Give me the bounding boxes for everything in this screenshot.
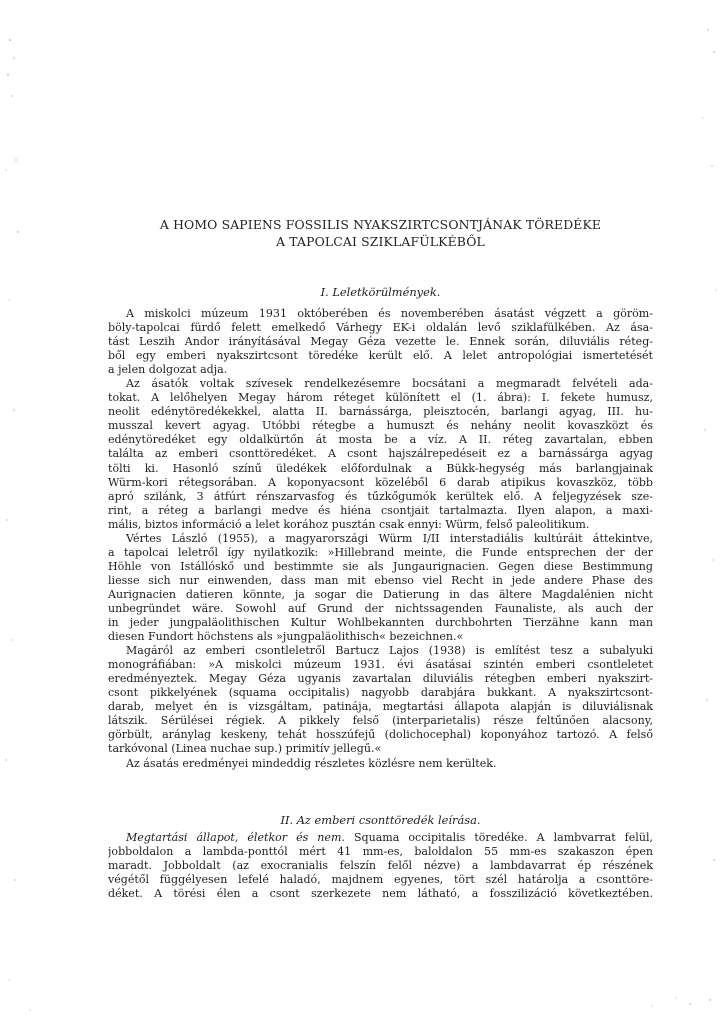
italic-lead: Megtartási állapot, életkor és nem.	[126, 831, 345, 844]
body-line: in jeder jungpaläolithischen Kultur Wohlbekannten durchbohrten Tierzähne kann man	[108, 616, 653, 630]
body-line: unbegründet wäre. Sowohl auf Grund der nichtssagenden Faunaliste, als auch der	[108, 601, 653, 615]
body-line: találta az emberi csonttöredéket. A csont hajszálrepedéseit ez a barnássárga agyag	[108, 447, 653, 461]
body-line: monográfiában: »A miskolci múzeum 1931. évi ásatásai szintén emberi csontleletet	[108, 658, 653, 672]
body-line: jobboldalon a lambda-ponttól mért 41 mm-es, baloldalon 55 mm-es szakaszon épen	[108, 845, 653, 859]
body-line: Aurignacien datieren könnte, ja sogar die Datierung in das ältere Magdalénien nicht	[108, 587, 653, 601]
body-line: edénytöredéket egy oldalkürtőn át mosta be a víz. A II. réteg zavartalan, ebben	[108, 433, 653, 447]
body-line: rint, a réteg a barlangi medve és hiéna csontjait tartalmazta. Ilyen alapon, a maxi-	[108, 503, 653, 517]
section-2-body	[108, 831, 653, 901]
body-line: maradt. Jobboldalt (az exocranialis felszín felől nézve) a lambdavarrat ép részének	[108, 859, 653, 873]
body-line: diesen Fundort höchstens als »jungpaläolithisch« bezeichnen.«	[108, 630, 464, 644]
body-line: görbült, aránylag keskeny, tehát hosszúfejű (dolichocephal) koponyához tartozó. A felső	[108, 728, 653, 742]
body-line: tokat. A lelőhelyen Megay három réteget különített el (1. ábra): I. fekete humusz,	[108, 391, 653, 405]
body-line: Höhle von Istállóskő und bestimmte sie als Jungaurignacien. Gegen diese Bestimmung	[108, 559, 653, 573]
body-line: liesse sich nur einwenden, dass man mit ebenso viel Recht in jede andere Phase des	[108, 573, 653, 587]
body-line: apró szilánk, 3 átfúrt rénszarvasfog és tűzkőgumók kerültek elő. A feljegyzések sze-	[108, 489, 653, 503]
body-line: Würm-kori rétegsorában. A koponyacsont közeléből 6 darab atipikus kovaszköz, több	[108, 475, 653, 489]
body-line: böly-tapolcai fürdő felett emelkedő Várhegy EK-i oldalán levő sziklafülkében. Az ása-	[108, 321, 653, 335]
lead-continuation: Squama occipitalis töredéke. A lambvarrat felül,	[344, 831, 653, 844]
body-line: tölti ki. Hasonló színű üledékek előfordulnak a Bükk-hegység más barlangjainak	[108, 461, 653, 475]
section-heading-2: II. Az emberi csonttöredék leírása.	[280, 813, 481, 827]
section-1-body	[108, 307, 653, 771]
body-line: darab, melyet én is vizsgáltam, patinája, megtartási állapota alapján is diluviálisnak	[108, 700, 653, 714]
body-line	[108, 831, 653, 845]
body-line: tást Leszih Andor irányításával Megay Géza vezette le. Ennek során, diluviális réteg-	[108, 335, 653, 349]
body-line: Magáról az emberi csontleletről Bartucz Lajos (1938) is említést tesz a subalyuki	[126, 644, 653, 658]
body-line: látszik. Sérülései régiek. A pikkely felső (interparietalis) része feltűnően alacsony,	[108, 714, 653, 728]
title-line-2: A TAPOLCAI SZIKLAFÜLKÉBŐL	[276, 234, 485, 249]
body-line: mális, biztos információ a lelet korához pusztán csak ennyi: Würm, felső paleolitikum.	[108, 517, 590, 531]
body-line: Az ásatók voltak szívesek rendelkezésemre bocsátani a megmaradt felvételi ada-	[126, 377, 653, 391]
section-heading-1: I. Leletkörülmények.	[320, 285, 441, 299]
body-line: végétől függélyesen lefelé haladó, majdnem egyenes, tört szél határolja a csonttöre-	[108, 873, 653, 887]
body-line: ből egy emberi nyakszirtcsont töredéke került elő. A lelet antropológiai ismertetését	[108, 349, 653, 363]
title-line-1: A HOMO SAPIENS FOSSILIS NYAKSZIRTCSONTJÁNAK TÖREDÉKE	[159, 217, 602, 232]
body-line: neolit edénytöredékekkel, alatta II. barnássárga, pleisztocén, barlangi agyag, III. hu-	[108, 405, 653, 419]
body-line: tarkóvonal (Linea nuchae sup.) primitív jellegű.«	[108, 742, 382, 756]
body-line: eredményeztek. Megay Géza ugyanis zavartalan diluviális rétegben emberi nyakszirt-	[108, 672, 653, 686]
body-line: Vértes László (1955), a magyarországi Würm I/II interstadiális kultúráit áttekintve,	[126, 531, 653, 545]
body-line: A miskolci múzeum 1931 októberében és novemberében ásatást végzett a göröm-	[126, 307, 653, 320]
body-line: a jelen dolgozat adja.	[108, 363, 228, 377]
body-line: a tapolcai leletről így nyilatkozik: »Hillebrand meinte, die Funde entsprechen der der	[108, 545, 653, 559]
body-line: Az ásatás eredményei mindeddig részletes közlésre nem kerültek.	[126, 756, 497, 770]
body-line: déket. A törési élen a csont szerkezete nem látható, a fosszilizáció következtében.	[108, 887, 653, 901]
article-title	[108, 216, 653, 250]
body-line: csont pikkelyének (squama occipitalis) nagyobb darabjára bukkant. A nyakszirtcsont-	[108, 686, 653, 700]
body-line: musszal kevert agyag. Utóbbi rétegbe a humuszt és nehány neolit kovaszközt és	[108, 419, 653, 433]
